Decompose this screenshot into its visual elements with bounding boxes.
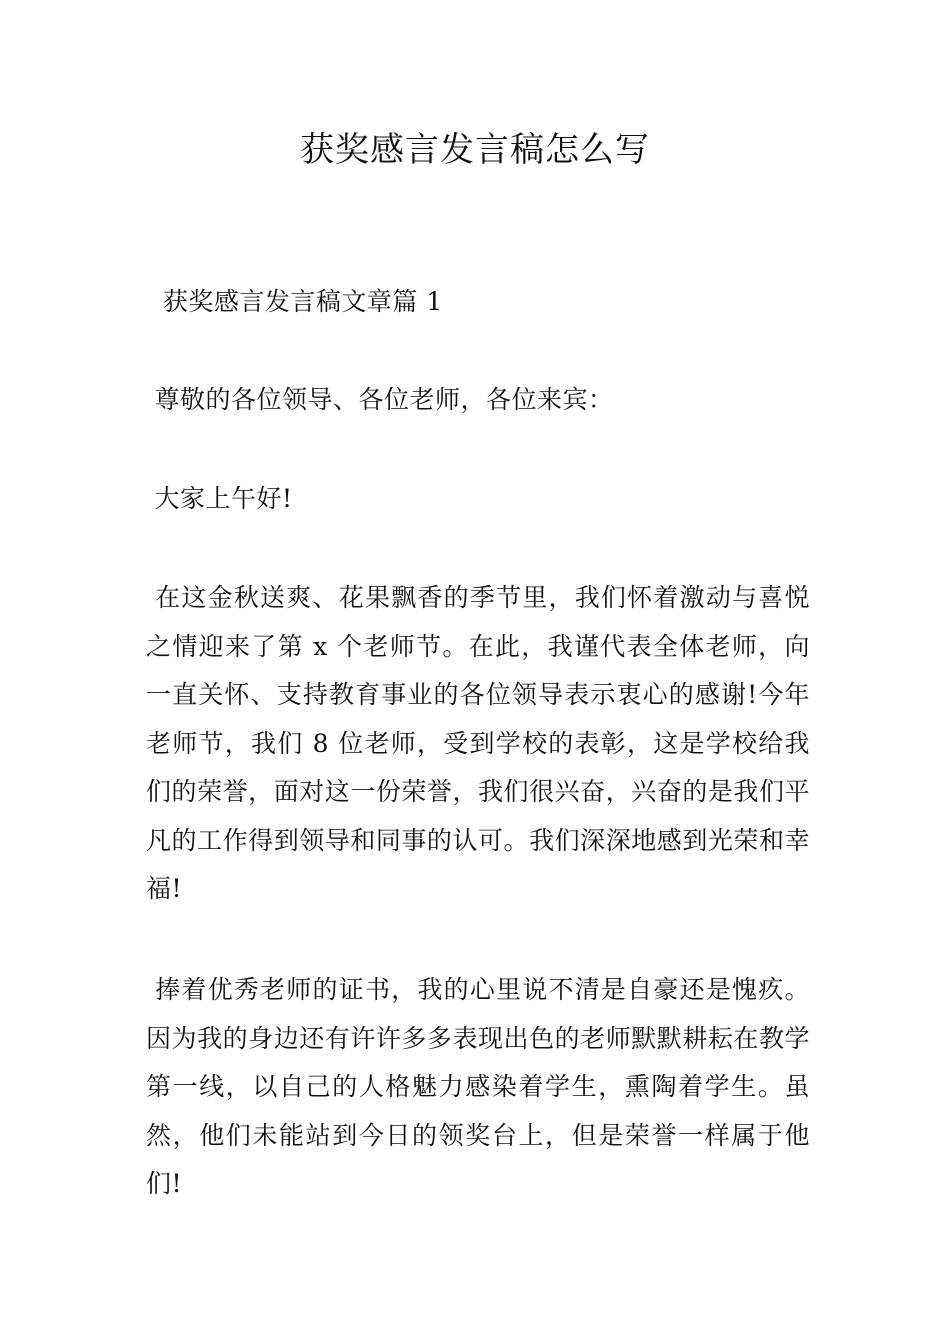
body-paragraph: 在这金秋送爽、花果飘香的季节里，我们怀着激动与喜悦之情迎来了第 x 个老师节。在此，我谨代表全体老师，向一直关怀、支持教育事业的各位领导表示衷心的感谢!今年老师节，我们 8 位老师，受到学校的表彰，这是学校给我们的荣誉，面对这一份荣誉，我们很兴奋，兴奋的是我们平凡的工作得到领导和同事的认可。我们深深地感到光荣和幸福! xyxy=(146,583,810,903)
body-paragraph: 捧着优秀老师的证书，我的心里说不清是自豪还是愧疚。因为我的身边还有许许多多表现出色的老师默默耕耘在教学第一线，以自己的人格魅力感染着学生，熏陶着学生。虽然，他们未能站到今日的领奖台上，但是荣誉一样属于他们! xyxy=(146,975,810,1198)
greeting-paragraph: 尊敬的各位领导、各位老师，各位来宾： xyxy=(146,385,614,414)
section-heading: 获奖感言发言稿文章篇 1 xyxy=(146,287,443,316)
opening-paragraph: 大家上午好! xyxy=(146,484,293,513)
document-title: 获奖感言发言稿怎么写 xyxy=(300,130,650,170)
